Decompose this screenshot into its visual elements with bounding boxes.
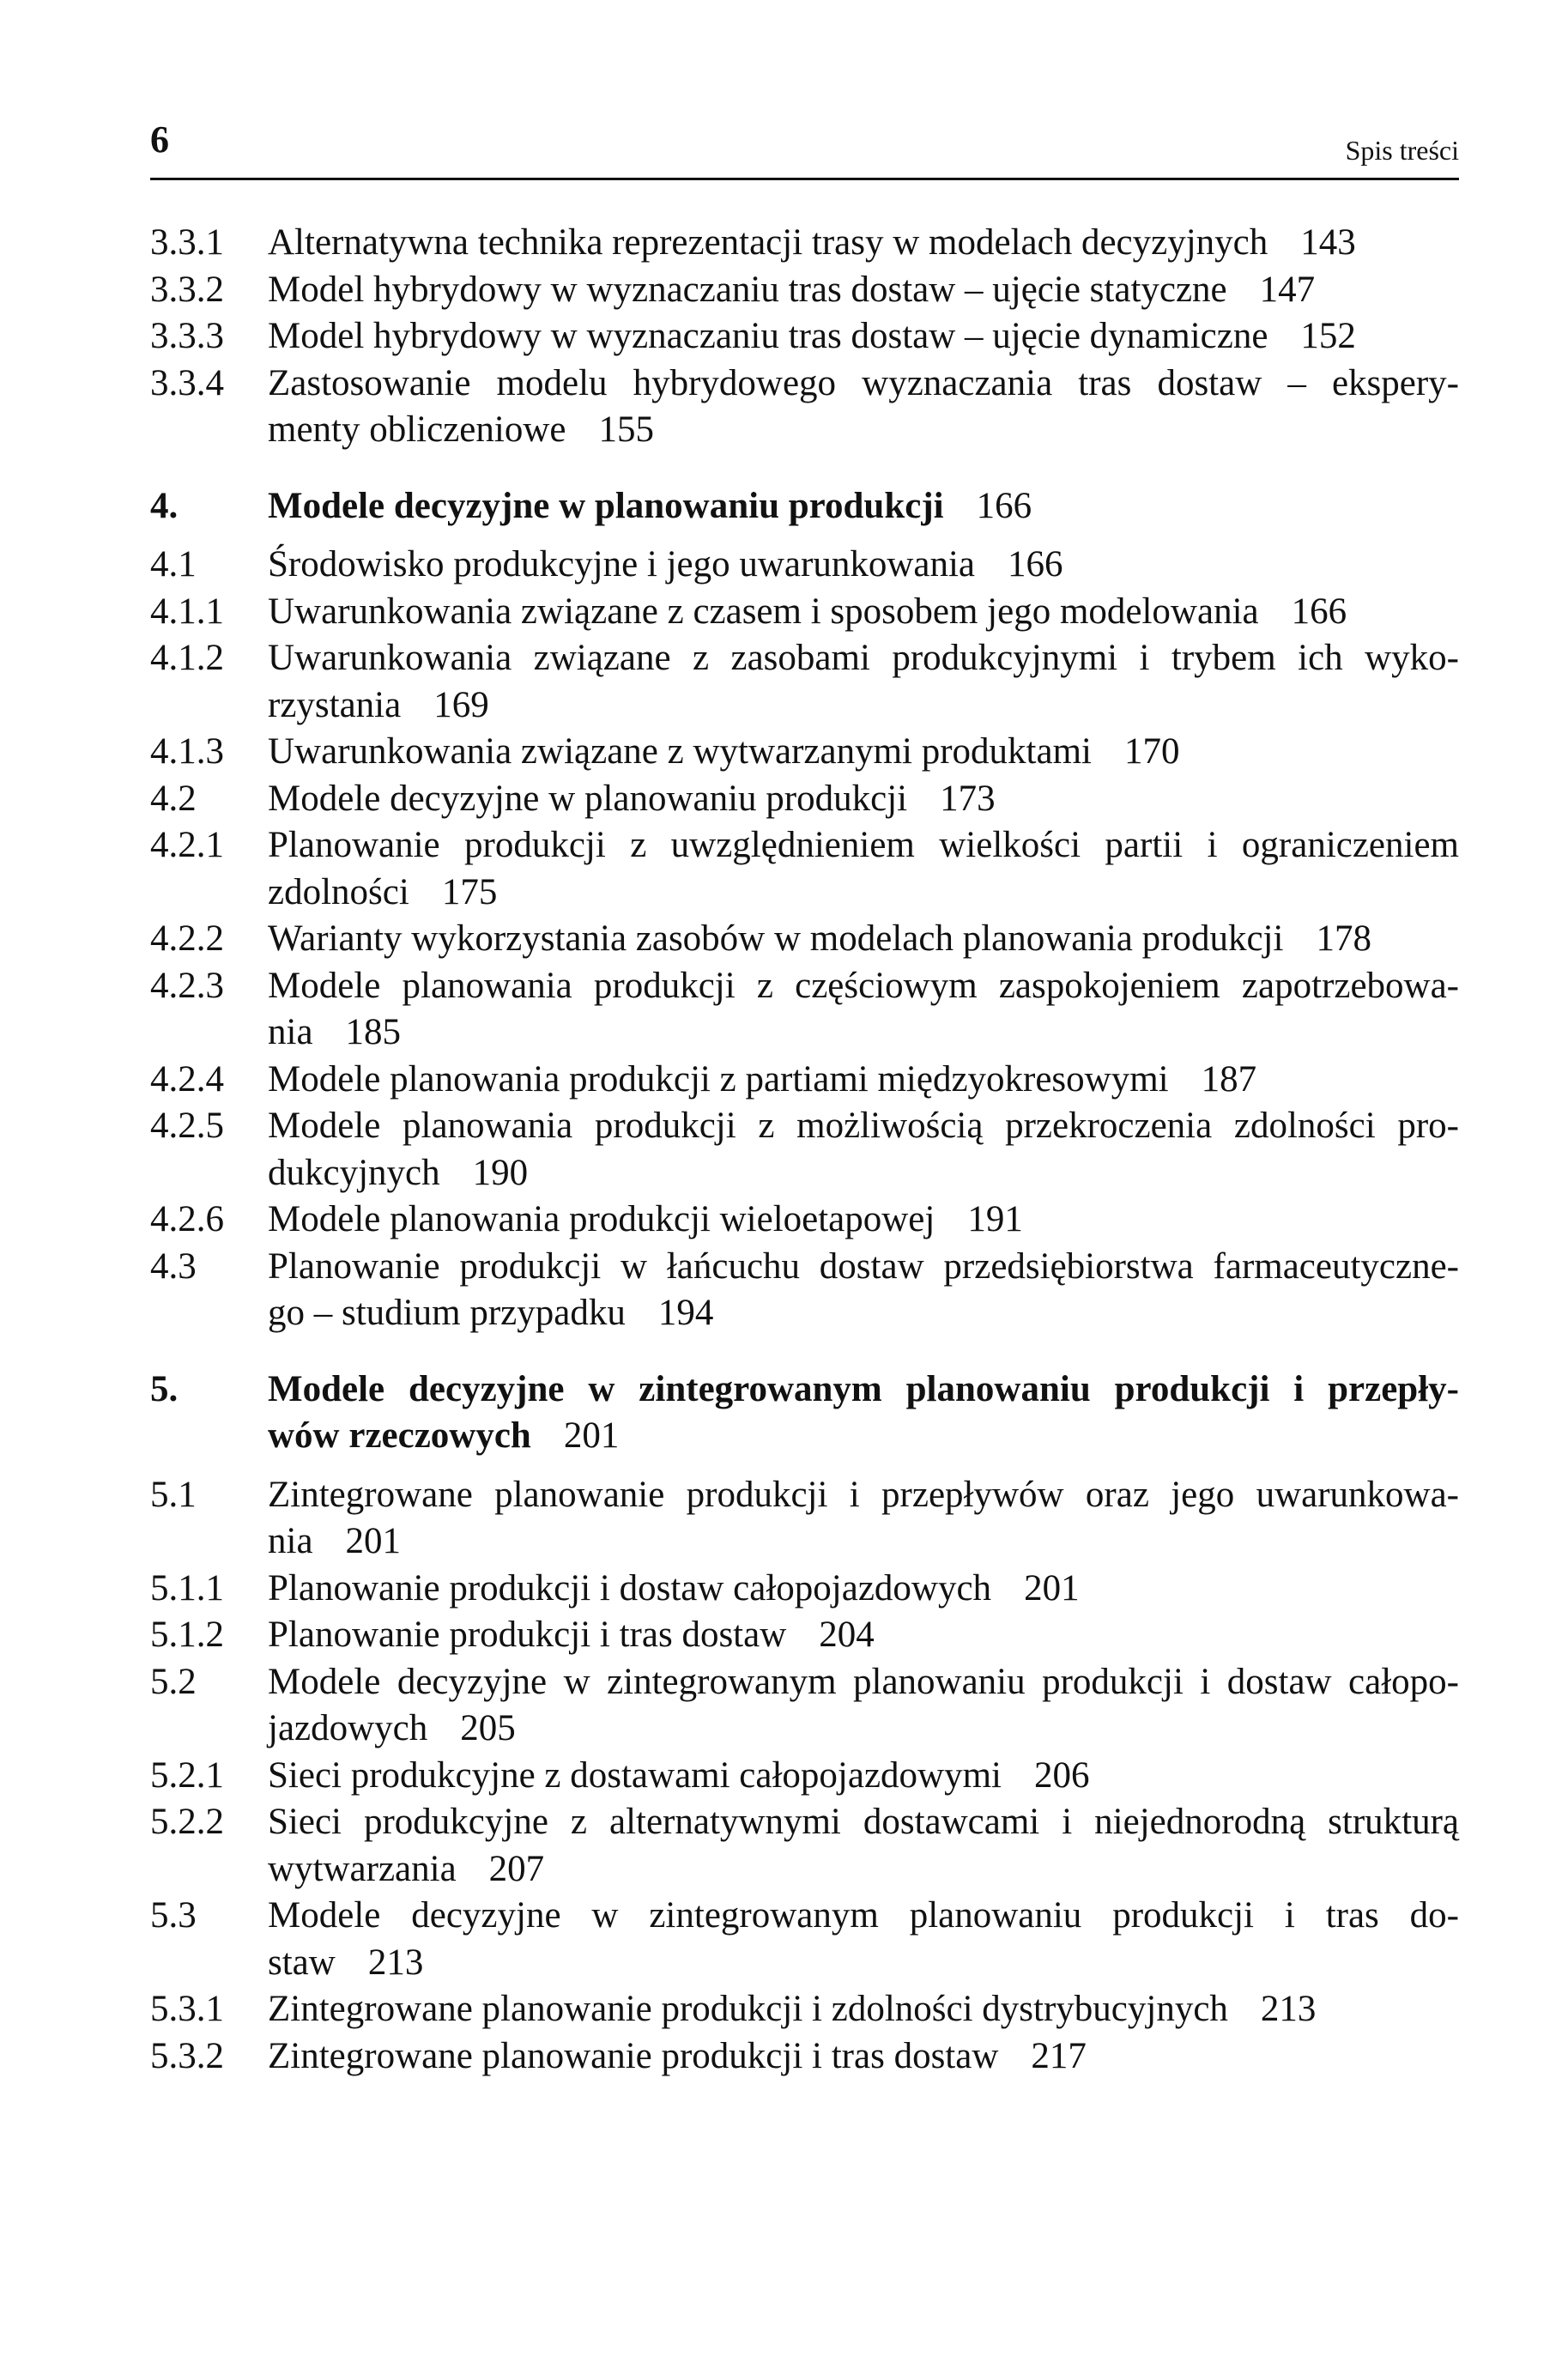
toc-entry [150,729,1459,776]
entry-title-line [268,1472,1459,1519]
entry-title-line [268,1566,1459,1613]
entry-page-number: 173 [940,778,996,819]
entry-number: 4.2.4 [150,1058,224,1100]
entry-title: Modele planowania produkcji z częściowym zaspokojeniem zapotrzebowa- [268,965,1459,1006]
entry-number: 5.3.2 [150,2035,224,2076]
entry-title: Sieci produkcyjne z alternatywnymi dostawcami i niejednorodną strukturą [268,1802,1459,1842]
entry-number: 3.3.4 [150,362,224,403]
toc-entry [150,963,1459,1057]
entry-page-number: 170 [1123,731,1180,772]
entry-page-number: 143 [1300,222,1356,263]
entry-number: 5.2.1 [150,1754,224,1796]
toc-chapter [150,483,1459,530]
entry-title: wytwarzania [268,1848,457,1889]
running-title: Spis treści [1345,135,1459,166]
entry-title-line [268,542,1459,589]
entry-title-line [268,407,1459,454]
entry-number: 5.1.1 [150,1567,224,1609]
entry-page-number: 205 [460,1708,516,1748]
entry-page-number: 166 [1291,591,1347,632]
entry-title-line [268,2033,1459,2081]
entry-title-line [268,361,1459,408]
toc-entry [150,1799,1459,1893]
toc-entry [150,1566,1459,1613]
entry-title-line [268,1986,1459,2033]
entry-number: 4.1.3 [150,731,224,772]
entry-title: Zintegrowane planowanie produkcji i przepływów oraz jego uwarunkowa- [268,1474,1459,1515]
entry-title-line [268,1753,1459,1800]
entry-number: 5.2 [150,1661,197,1702]
entry-title-line [268,483,1459,530]
toc-entry [150,313,1459,361]
entry-page-number: 175 [441,871,498,912]
entry-title: Model hybrydowy w wyznaczaniu tras dostaw – ujęcie statyczne [268,269,1227,310]
entry-page-number: 147 [1259,269,1316,310]
toc-entry [150,1197,1459,1244]
toc-entry [150,1103,1459,1197]
entry-title: Planowanie produkcji i tras dostaw [268,1615,787,1655]
entry-number: 5.3.1 [150,1989,224,2029]
entry-title-line [268,1103,1459,1150]
entry-title: rzystania [268,684,402,725]
entry-title-line [268,1150,1459,1197]
entry-number: 4.2.3 [150,965,224,1006]
toc-entry [150,1612,1459,1659]
entry-title-line [268,589,1459,636]
entry-title-line [268,1518,1459,1566]
entry-title-line [268,1893,1459,1940]
entry-title: Modele decyzyjne w zintegrowanym planowaniu produkcji i tras do- [268,1895,1459,1936]
entry-number: 4.3 [150,1245,197,1287]
entry-page-number: 194 [657,1293,714,1333]
entry-page-number: 206 [1033,1754,1090,1796]
entry-number: 5.3 [150,1895,197,1936]
entry-title-line [268,729,1459,776]
entry-page-number: 213 [1260,1989,1317,2029]
entry-title: Modele planowania produkcji z partiami międzyokresowymi [268,1058,1169,1100]
entry-number: 4.2.5 [150,1106,224,1146]
entry-title: Zastosowanie modelu hybrydowego wyznaczania tras dostaw – ekspery- [268,362,1459,403]
toc-entry [150,361,1459,454]
entry-number: 4. [150,485,179,526]
toc-entry [150,635,1459,729]
entry-title: Modele decyzyjne w zintegrowanym planowaniu produkcji i dostaw całopo- [268,1661,1459,1702]
entry-title: Uwarunkowania związane z wytwarzanymi produktami [268,731,1092,772]
toc-entry [150,1659,1459,1753]
toc-entry [150,1472,1459,1566]
entry-number: 3.3.1 [150,222,224,263]
entry-title-line [268,682,1459,730]
entry-page-number: 204 [819,1615,875,1655]
entry-title: Uwarunkowania związane z czasem i sposobem jego modelowania [268,591,1259,632]
entry-title-line [268,1244,1459,1291]
entry-number: 4.1.2 [150,638,224,678]
entry-title-line [268,1799,1459,1846]
entry-page-number: 201 [563,1415,620,1456]
entry-title-line [268,1846,1459,1893]
entry-title-line [268,916,1459,963]
entry-title: dukcyjnych [268,1152,440,1193]
entry-title: staw [268,1942,336,1983]
toc-entry [150,822,1459,916]
entry-title-line [268,1366,1459,1414]
entry-title-line [268,1009,1459,1057]
toc-chapter [150,1366,1459,1460]
entry-number: 4.2.2 [150,918,224,959]
entry-title: Zintegrowane planowanie produkcji i zdolności dystrybucyjnych [268,1989,1228,2029]
entry-title: Modele planowania produkcji z możliwością przekroczenia zdolności pro- [268,1106,1459,1146]
entry-title-line [268,267,1459,314]
entry-title-line [268,220,1459,267]
entry-title: Sieci produkcyjne z dostawami całopojazdowymi [268,1754,1002,1796]
toc-entry [150,916,1459,963]
entry-page-number: 178 [1316,918,1371,959]
entry-number: 4.1.1 [150,591,224,632]
entry-number: 5.2.2 [150,1802,224,1842]
page-header [150,116,1459,180]
entry-page-number: 190 [472,1152,529,1193]
entry-number: 4.2 [150,778,197,819]
entry-title-line [268,1659,1459,1706]
toc-entry [150,1986,1459,2033]
entry-title: Modele decyzyjne w planowaniu produkcji [268,485,944,526]
entry-title: zdolności [268,871,409,912]
entry-page-number: 169 [433,684,489,725]
entry-title: Modele decyzyjne w zintegrowanym planowaniu produkcji i przepły- [268,1368,1459,1409]
entry-title: nia [268,1012,313,1052]
entry-page-number: 155 [598,409,654,450]
toc-entry [150,2033,1459,2081]
entry-title: Środowisko produkcyjne i jego uwarunkowania [268,544,976,585]
entry-title: wów rzeczowych [268,1415,531,1456]
toc-entry [150,1244,1459,1337]
entry-number: 4.2.1 [150,825,224,865]
entry-page-number: 166 [1008,544,1063,585]
entry-page-number: 217 [1031,2035,1087,2076]
entry-title-line [268,1413,1459,1460]
entry-page-number: 152 [1300,316,1356,356]
toc-entry [150,589,1459,636]
entry-title-line [268,776,1459,823]
entry-title-line [268,635,1459,682]
table-of-contents [150,220,1459,2080]
entry-number: 5.1 [150,1474,197,1515]
entry-number: 4.2.6 [150,1199,224,1239]
entry-title: nia [268,1521,313,1561]
entry-title: Uwarunkowania związane z zasobami produkcyjnymi i trybem ich wyko- [268,638,1459,678]
entry-title-line [268,313,1459,361]
entry-page-number: 207 [488,1848,545,1889]
entry-title-line [268,1290,1459,1337]
entry-title-line [268,1706,1459,1753]
entry-page-number: 201 [1024,1567,1080,1609]
entry-page-number: 201 [345,1521,402,1561]
toc-entry [150,1893,1459,1986]
entry-page-number: 166 [976,485,1032,526]
entry-title: jazdowych [268,1708,428,1748]
entry-number: 5. [150,1368,179,1409]
entry-number: 3.3.2 [150,269,224,310]
entry-title-line [268,1940,1459,1987]
entry-page-number: 191 [967,1199,1023,1239]
entry-page-number: 187 [1201,1058,1257,1100]
entry-title: Modele decyzyjne w planowaniu produkcji [268,778,908,819]
entry-page-number: 185 [345,1012,402,1052]
toc-entry [150,267,1459,314]
toc-entry [150,542,1459,589]
entry-number: 4.1 [150,544,197,585]
entry-title: go – studium przypadku [268,1293,626,1333]
entry-title: menty obliczeniowe [268,409,566,450]
entry-page-number: 213 [367,1942,424,1983]
entry-title: Zintegrowane planowanie produkcji i tras dostaw [268,2035,999,2076]
entry-title-line [268,1197,1459,1244]
entry-title-line [268,1612,1459,1659]
page-number: 6 [150,118,169,161]
entry-title: Planowanie produkcji i dostaw całopojazdowych [268,1567,992,1609]
toc-entry [150,1057,1459,1104]
toc-entry [150,1753,1459,1800]
entry-title: Modele planowania produkcji wieloetapowej [268,1199,935,1239]
entry-title-line [268,869,1459,917]
toc-entry [150,776,1459,823]
entry-number: 3.3.3 [150,316,224,356]
entry-title-line [268,963,1459,1010]
entry-title: Alternatywna technika reprezentacji trasy w modelach decyzyjnych [268,222,1268,263]
entry-title: Model hybrydowy w wyznaczaniu tras dostaw – ujęcie dynamiczne [268,316,1268,356]
entry-title-line [268,1057,1459,1104]
entry-title: Warianty wykorzystania zasobów w modelach planowania produkcji [268,918,1284,959]
toc-entry [150,220,1459,267]
entry-title: Planowanie produkcji w łańcuchu dostaw przedsiębiorstwa farmaceutyczne- [268,1245,1459,1287]
entry-title: Planowanie produkcji z uwzględnieniem wielkości partii i ograniczeniem [268,825,1459,865]
entry-title-line [268,822,1459,869]
entry-number: 5.1.2 [150,1615,224,1655]
